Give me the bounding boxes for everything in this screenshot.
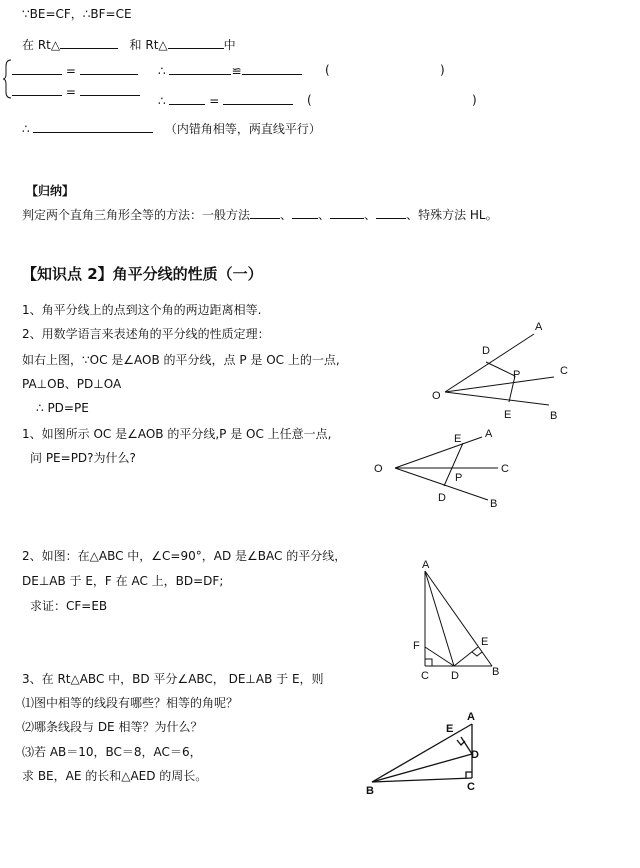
- blank-field[interactable]: [292, 206, 318, 219]
- label-e: E: [504, 409, 512, 421]
- q1-line1: 1、如图所示 OC 是∠AOB 的平分线,P 是 OC 上任意一点,: [22, 427, 332, 441]
- right-angle-mark-c: [466, 772, 472, 778]
- segment-df: [425, 647, 454, 666]
- paren-open: (: [325, 63, 330, 77]
- paren-open: (: [307, 93, 312, 107]
- label-f: F: [413, 640, 420, 652]
- label-o: O: [374, 463, 383, 475]
- label-a: A: [422, 559, 430, 571]
- q1-line2: 问 PE=PD?为什么?: [30, 451, 136, 465]
- equals-sign: =: [65, 64, 76, 78]
- ray-oc: [445, 377, 554, 392]
- label-a: A: [535, 321, 543, 333]
- blank-field[interactable]: [80, 83, 140, 96]
- label-p: P: [513, 369, 521, 381]
- label-c: C: [467, 781, 475, 793]
- paren-close: ): [472, 93, 477, 107]
- blank-field[interactable]: [250, 206, 280, 219]
- blank-field[interactable]: [80, 62, 138, 75]
- label-d: D: [451, 670, 459, 682]
- blank-field[interactable]: [169, 62, 231, 75]
- label-c: C: [421, 670, 429, 682]
- label-e: E: [481, 636, 489, 648]
- blank-field[interactable]: [12, 83, 62, 96]
- section-heading: 【知识点 2】角平分线的性质（一）: [22, 265, 263, 283]
- equals-sign: =: [65, 85, 76, 99]
- and-rt-text: 和 Rt△: [129, 38, 168, 52]
- proof-line-4: [12, 83, 140, 100]
- q3-line1: 3、在 Rt△ABC 中，BD 平分∠ABC， DE⊥AB 于 E，则: [22, 672, 324, 686]
- label-b: B: [366, 785, 374, 797]
- blank-field[interactable]: [168, 36, 224, 49]
- ray-oa: [445, 334, 534, 392]
- ray-ob: [445, 392, 549, 405]
- proof-line-3b: [158, 62, 302, 79]
- label-b: B: [492, 666, 500, 678]
- side-bc: [372, 778, 472, 782]
- q3-line5: 求 BE，AE 的长和△AED 的周长。: [22, 769, 208, 783]
- proof-line-1: ∵BE=CF，∴BF=CE: [22, 7, 132, 21]
- therefore-sign: ∴: [158, 64, 166, 78]
- summary-heading: 【归纳】: [26, 184, 75, 198]
- ray-oa: [395, 437, 482, 468]
- summary-text-after: 、特殊方法 HL。: [406, 208, 498, 222]
- blank-field[interactable]: [60, 36, 118, 49]
- right-angle-mark-e: [472, 652, 482, 656]
- segment-pd: [486, 362, 515, 376]
- blank-field[interactable]: [223, 92, 293, 105]
- section-p5: ∴ PD=PE: [36, 401, 89, 415]
- summary-line: [22, 206, 498, 223]
- figure-triangle-bd: [360, 710, 490, 797]
- label-c: C: [501, 463, 509, 475]
- label-d: D: [471, 749, 479, 761]
- proof-line-2: [22, 36, 236, 53]
- figure-angle-bisector-2: [370, 425, 530, 515]
- figure-angle-bisector-1: [420, 310, 600, 425]
- blank-field[interactable]: [376, 206, 406, 219]
- label-d: D: [482, 345, 490, 357]
- proof-line-5: [22, 120, 321, 137]
- zhong-text: 中: [223, 38, 236, 52]
- section-p2: 2、用数学语言来表述角的平分线的性质定理：: [22, 327, 270, 341]
- side-ab: [425, 571, 492, 666]
- section-p4: PA⊥OB、PD⊥OA: [22, 377, 122, 391]
- in-rt-prefix: 在 Rt△: [22, 38, 61, 52]
- bisector-ad: [425, 571, 454, 666]
- section-p3: 如右上图，∵OC 是∠AOB 的平分线，点 P 是 OC 上的一点,: [22, 353, 340, 367]
- summary-text-before: 判定两个直角三角形全等的方法：一般方法: [22, 208, 251, 222]
- label-o: O: [432, 390, 441, 402]
- proof-line-3: [12, 62, 138, 79]
- segment-de: [454, 647, 478, 666]
- therefore-sign: ∴: [22, 122, 30, 136]
- label-b: B: [550, 410, 558, 422]
- blank-field[interactable]: [242, 62, 302, 75]
- label-e: E: [454, 433, 462, 445]
- proof-line-4b: [158, 92, 293, 109]
- label-d: D: [438, 492, 446, 504]
- blank-field[interactable]: [330, 206, 364, 219]
- side-ba: [372, 724, 472, 782]
- equals-sign: =: [209, 94, 220, 108]
- label-a: A: [485, 428, 493, 440]
- label-b: B: [490, 498, 498, 510]
- separator: 、: [280, 208, 293, 222]
- blank-field[interactable]: [169, 92, 205, 105]
- reason-text: （内错角相等，两直线平行）: [164, 122, 321, 136]
- label-a: A: [467, 711, 475, 723]
- blank-field[interactable]: [12, 62, 62, 75]
- q2-line1: 2、如图：在△ABC 中，∠C=90°，AD 是∠BAC 的平分线，: [22, 549, 347, 563]
- congruent-sign: ≌: [231, 64, 242, 78]
- right-angle-mark-c: [425, 659, 432, 666]
- q3-line2: ⑴图中相等的线段有哪些？相等的角呢？: [22, 696, 239, 710]
- q2-line2: DE⊥AB 于 E，F 在 AC 上，BD=DF;: [22, 574, 224, 588]
- therefore-sign: ∴: [158, 94, 166, 108]
- separator: 、: [318, 208, 331, 222]
- label-p: P: [455, 472, 463, 484]
- section-p1: 1、角平分线上的点到这个角的两边距离相等.: [22, 303, 262, 317]
- blank-field[interactable]: [33, 120, 153, 133]
- q3-line4: ⑶若 AB＝10，BC＝8，AC＝6，: [22, 745, 202, 759]
- label-e: E: [446, 723, 454, 735]
- q2-line3: 求证：CF=EB: [30, 599, 108, 613]
- bisector-bd: [372, 754, 472, 782]
- q3-line3: ⑵哪条线段与 DE 相等？为什么？: [22, 720, 203, 734]
- label-c: C: [560, 365, 568, 377]
- figure-triangle-abc: [405, 558, 515, 684]
- separator: 、: [364, 208, 377, 222]
- paren-close: ): [440, 63, 445, 77]
